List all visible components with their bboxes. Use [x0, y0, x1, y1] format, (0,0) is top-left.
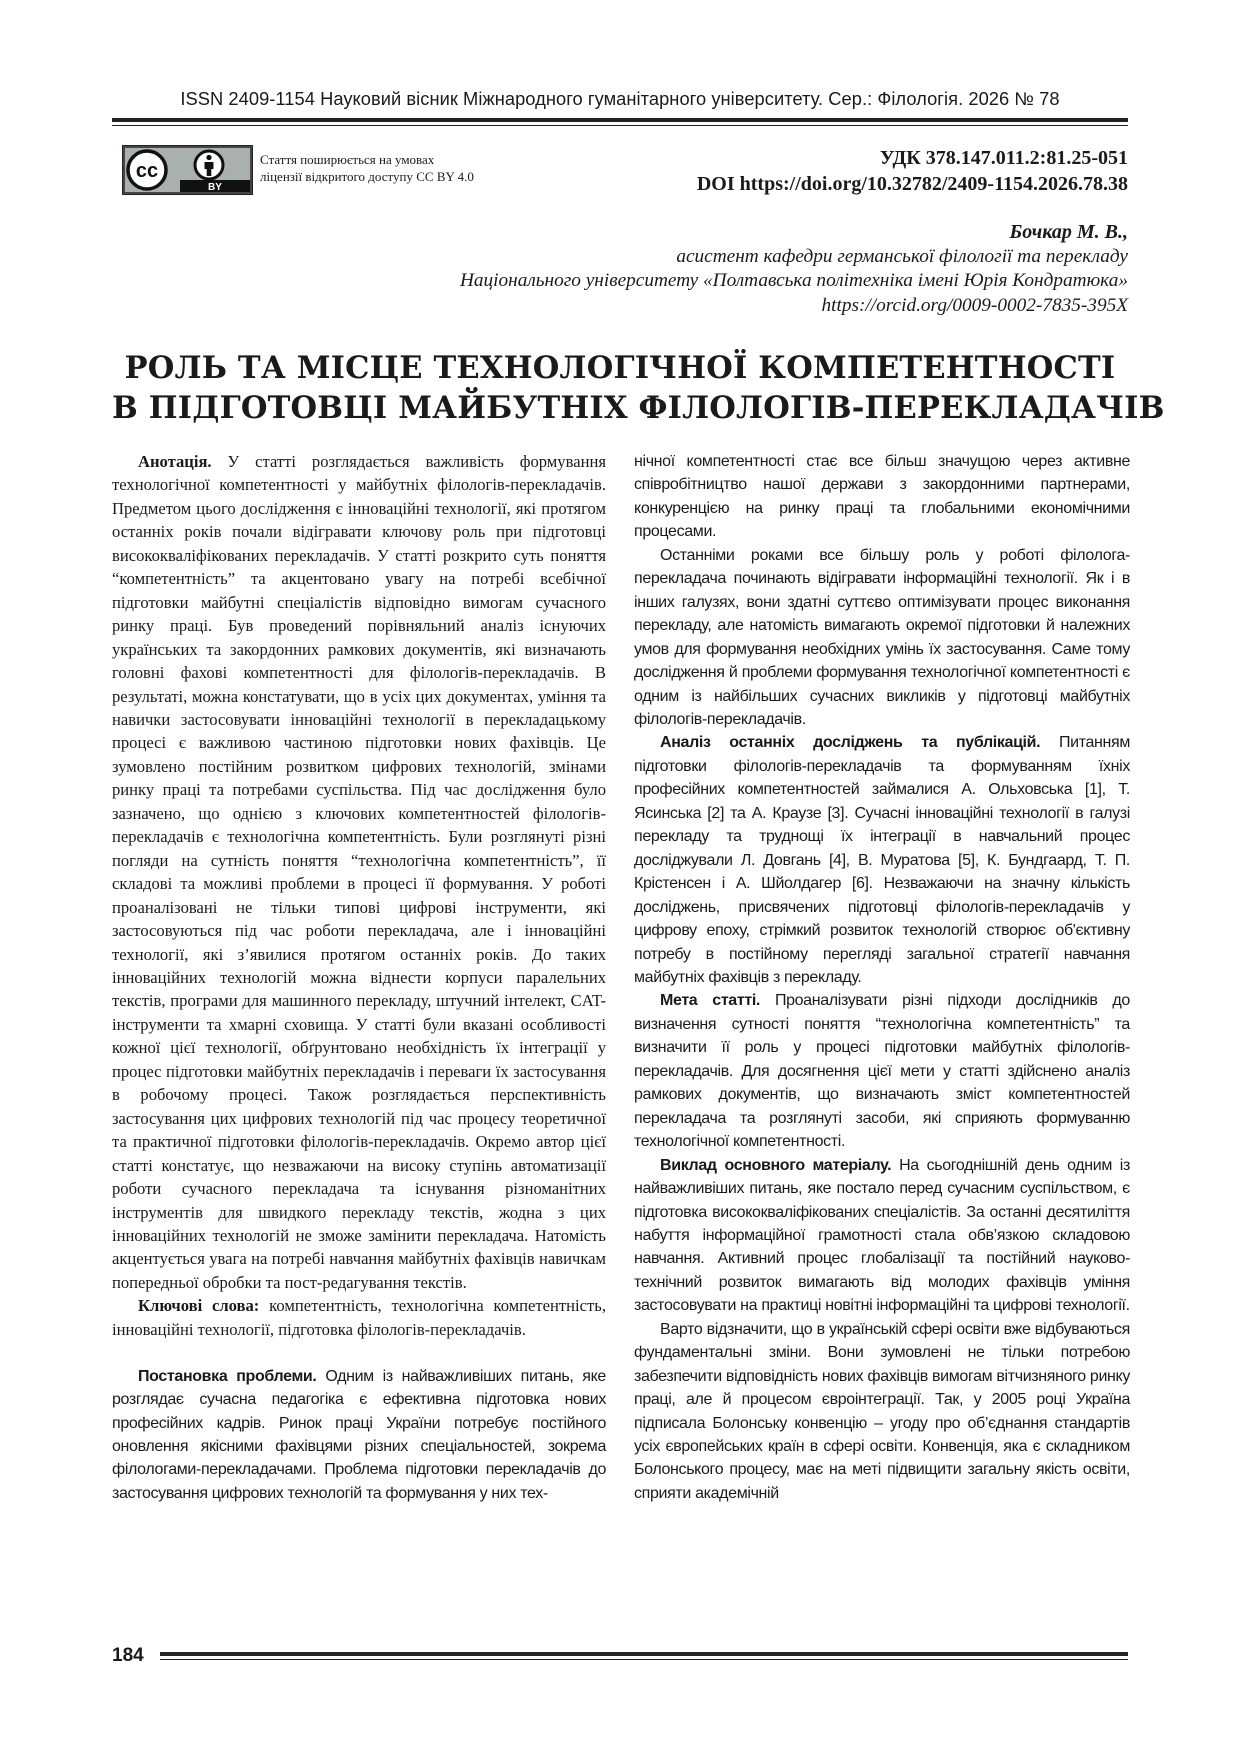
running-header [112, 88, 1128, 126]
aim-paragraph [634, 989, 1130, 1153]
author-orcid[interactable]: https://orcid.org/0009-0002-7835-395X [821, 294, 1128, 316]
cc-icon [128, 151, 166, 189]
problem-label: Постановка проблеми. [138, 1367, 317, 1385]
udk-code: УДК 378.147.011.2:81.25-051 [879, 147, 1128, 169]
article-identifiers [697, 145, 1128, 197]
aim-label: Мета статті. [660, 992, 761, 1010]
footer-rule [160, 1652, 1128, 1660]
author-block [460, 220, 1128, 318]
keywords-paragraph [112, 1294, 606, 1341]
license-line-2: ліцензії відкритого доступу CC BY 4.0 [260, 169, 474, 184]
author-position: асистент кафедри германської філології та перекладу [676, 245, 1128, 267]
problem-text-left: Одним із найважливіших питань, яке розглядає сучасна педагогіка є ефективна підготовка нових професійних кадрів. Ринок праці України потребує постійного оновлення якісними фахівцями різних спеціальностей, зокрема філологами-перекладачами. Проблема підготовки перекладачів до застосування цифрових технологій та формування у них тех- [112, 1367, 606, 1502]
paragraph-last: Варто відзначити, що в українській сфері освіти вже відбуваються фундаментальні зміни. Вони зумовлені не тільки потребою забезпечити відповідність нових фахівців вимогам вітчизняного ринку праці, але й процесом євроінтеграції. Так, у 2005 році Україна підписала Болонську конвенцію – угоду про об’єднання стандартів усіх європейських країн в сфері освіти. Конвенція, яка є складником Болонського процесу, має на меті підвищити загальну якість освіти, сприяти академічній [634, 1320, 1130, 1502]
abstract-text: У статті розглядається важливість формування технологічної компетентності у майбутніх філологів-перекладачів. Предметом цього дослідження є інноваційні технології, які протягом останніх років почали відігравати ключову роль при підготовці висококваліфікованих перекладачів. У статті розкрито суть поняття “компетентність” та акцентовано увагу на потребі всебічної підготовки майбутні спеціалістів відповідно вимогам сучасного ринку праці. Був проведений порівняльний аналіз існуючих українських та закордонних рамкових документів, які визначають головні фахові компетентності для філологів-перекладачів. В результаті, можна констатувати, що в усіх цих документах, уміння та навички застосовувати інноваційні технології в перекладацькому процесі є важливою частиною підготовки нових фахівців. Це зумовлено постійним розвитком цифрових технологій, змінами ринку праці та потребами суспільства. Під час дослідження було зазначено, що однією з ключових компетентностей філологів-перекладачів є технологічна компетентність. Були розглянуті різні погляди на сутність поняття “технологічна компетентність”, її складові та можливі проблеми в процесі її формування. У роботі проаналізовані не тільки типові цифрові інструменти, які застосовуються під час роботи перекладача, але і інноваційні технології, які з’явилися протягом останніх років. До таких інноваційних технологій можна віднести корпуси паралельних текстів, програми для машинного перекладу, штучний інтелект, CAT-інструменти та хмарні сховища. У статті були вказані особливості кожної цієї технології, обґрунтовано необхідність їх інтеграції у процес підготовки майбутніх перекладачів і переваги їх застосування в робочому процесі. Також розглядається перспективність застосування цих цифрових технологій під час процесу теоретичної та практичної підготовки філологів-перекладачів. Окремо автор цієї статті констатує, що незважаючи на високу ступінь автоматизації роботи сучасного перекладача та існування різноманітних інструментів для швидкого перекладу текстів, жодна з цих інноваційних технологій не зможе замінити перекладача. Натомість акцентується увага на потребі навчання майбутніх фахівців навичкам попередньої обробки та пост-редагування текстів. [112, 452, 606, 1292]
title-line-1: РОЛЬ ТА МІСЦЕ ТЕХНОЛОГІЧНОЇ КОМПЕТЕНТНОСТІ [124, 350, 1116, 386]
problem-continuation: нічної компетентності стає все більш значущою через активне співробітництво нашої держави з закордонними партнерами, конкуренцією на ринку праці та глобальними економічними процесами. [634, 453, 1130, 541]
right-column [634, 450, 1130, 1505]
doi-link[interactable]: DOI https://doi.org/10.32782/2409-1154.2026.78.38 [696, 173, 1128, 195]
article-title [112, 348, 1165, 428]
by-label: BY [208, 182, 222, 193]
main-label: Виклад основного матеріалу. [660, 1156, 892, 1174]
author-affiliation: Національного університету «Полтавська політехніка імені Юрія Кондратюка» [459, 270, 1128, 291]
abstract-paragraph [112, 450, 606, 1294]
journal-line: ISSN 2409-1154 Науковий вісник Міжнародного гуманітарного університету. Сер.: Філологія. 2026 № 78 [180, 88, 1060, 109]
problem-paragraph [112, 1365, 606, 1506]
page-number: 184 [112, 1645, 144, 1666]
main-paragraph [634, 1154, 1130, 1318]
cc-by-license-badge[interactable] [122, 145, 253, 195]
abstract-label: Анотація. [138, 452, 212, 471]
review-paragraph [634, 731, 1130, 989]
review-text: Питанням підготовки філологів-перекладачів та формуванням їхніх професійних компетентностей займалися А. Ольховська [1], Т. Ясинська [2] та А. Краузе [3]. Сучасні інноваційні технології в галузі перекладу та труднощі їх інтеграції в навчальний процес досліджували Л. Довгань [4], В. Муратова [5], К. Бундгаард, Т. П. Крістенсен і А. Шйолдагер [6]. Незважаючи на значну кількість досліджень, присвячених підготовці філологів-перекладачів у цифрову епоху, стрімкий розвиток технологій створює об'єктивну потребу в постійному перегляді загальної стратегії навчання майбутніх фахівців з перекладу. [634, 734, 1130, 986]
keywords-label: Ключові слова: [138, 1296, 260, 1316]
aim-text: Проаналізувати різні підходи дослідників до визначення сутності поняття “технологічна компетентність” та визначити її роль у процесі підготовки майбутніх філологів-перекладачів. Для досягнення цієї мети у статті здійснено аналіз рамкових документів, що визначають зміст компетентностей перекладача та розглянуті засоби, які сприяють формуванню технологічної компетентності. [634, 992, 1130, 1151]
section-gap [112, 1341, 606, 1364]
main-text: На сьогоднішній день одним із найважливіших питань, яке постало перед сучасним суспільством, є підготовка висококваліфікованих спеціалістів. За останні десятиліття набуття інформаційної грамотності стала обв’язкою складовою навчання. Активний процес глобалізації та постійний науково-технічний розвиток вимагають від молодих фахівців уміння застосовувати на практиці новітні інформаційні та цифрові технології. [634, 1156, 1130, 1315]
keywords-text: компетентність, технологічна компетентність, інноваційні технології, підготовка філологів-перекладачів. [112, 1296, 606, 1339]
by-person-icon [195, 151, 223, 179]
left-column [112, 450, 606, 1505]
page-footer [112, 1644, 1128, 1668]
svg-text:cc: cc [135, 160, 159, 182]
paragraph-2: Останніми роками все більшу роль у роботі філолога-перекладача починають відігравати інформаційні технології. Як і в інших галузях, вони здатні суттєво оптимізувати процес виконання перекладу, але натомість вимагають окремої підготовки й належних умов для формування необхідних умінь їх застосування. Саме тому дослідження й проблеми формування технологічної компетентності є одним із найбільших сучасних викликів у підготовці майбутніх філологів-перекладачів. [634, 546, 1130, 728]
license-line-1: Стаття поширюється на умовах [260, 152, 435, 167]
title-line-2: В ПІДГОТОВЦІ МАЙБУТНІХ ФІЛОЛОГІВ-ПЕРЕКЛАДАЧІВ [112, 390, 1165, 426]
author-name: Бочкар М. В., [1009, 221, 1128, 243]
header-rule [112, 118, 1128, 126]
license-notice [260, 151, 520, 185]
review-label: Аналіз останніх досліджень та публікацій. [660, 734, 1041, 752]
